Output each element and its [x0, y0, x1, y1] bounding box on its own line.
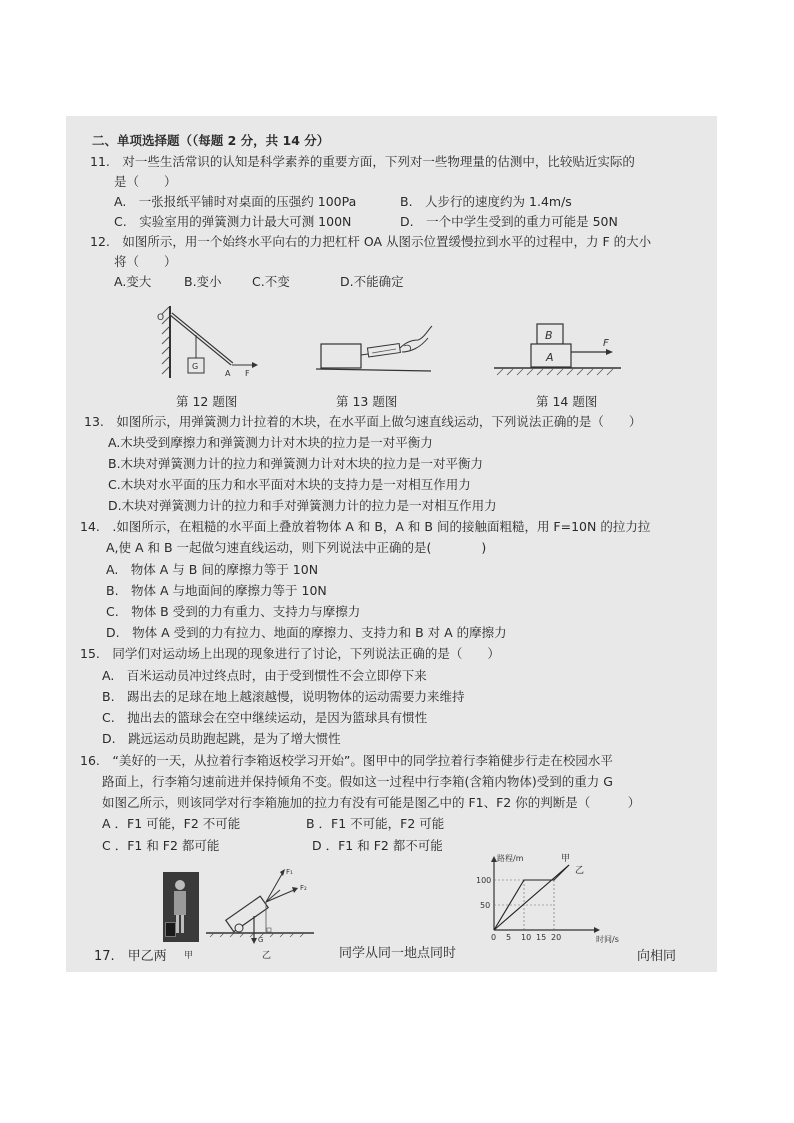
- q14-stem-line2: A,使 A 和 B 一起做匀速直线运动，则下列说法中正确的是( ): [106, 540, 487, 555]
- fig12-lever-diagram: [154, 302, 264, 384]
- x-tick-label: 20: [551, 933, 562, 942]
- q17-stem-part3: 向相同: [637, 949, 677, 964]
- chart-x-axis-arrow: [594, 927, 600, 933]
- x-tick-label: 5: [506, 933, 512, 942]
- chart-series: [494, 853, 584, 930]
- chart-x-axis-label: 时间/s: [596, 935, 619, 944]
- q13-stem: 13. 如图所示，用弹簧测力计拉着的木块，在水平面上做匀速直线运动，下列说法正确的是（ ）: [84, 414, 642, 429]
- q14-stem-line1: 14. .如图所示，在粗糙的水平面上叠放着物体 A 和 B，A 和 B 间的接触面粗糙，用 F=10N 的拉力拉: [80, 519, 651, 534]
- fig12-label-a: A: [225, 369, 231, 378]
- q13-option-a: A.木块受到摩擦力和弹簧测力计对木块的拉力是一对平衡力: [108, 435, 433, 450]
- q15-stem: 15. 同学们对运动场上出现的现象进行了讨论，下列说法正确的是（ ）: [80, 646, 500, 661]
- fig12-label-o: O: [157, 313, 165, 323]
- q11-stem-line1: 11. 对一些生活常识的认知是科学素养的重要方面，下列对一些物理量的估测中，比较贴近实际的: [90, 154, 635, 169]
- fig12-caption: 第 12 题图: [176, 394, 238, 409]
- chart-y-axis-label: 路程/m: [497, 854, 524, 863]
- q16-option-c: C ．F1 和 F2 都可能: [102, 838, 220, 853]
- fig16-label-yi: 乙: [262, 951, 272, 961]
- q12-option-a: A.变大: [114, 274, 152, 289]
- q11-option-d: D. 一个中学生受到的重力可能是 50N: [400, 214, 618, 229]
- q12-stem-line2: 将（ ）: [114, 254, 177, 269]
- fig14-label-b: B: [545, 329, 553, 342]
- q11-stem-line2: 是（ ）: [114, 174, 177, 189]
- fig13-caption: 第 13 题图: [336, 394, 398, 409]
- q15-option-d: D. 跳远运动员助跑起跳，是为了增大惯性: [102, 731, 341, 746]
- q14-option-c: C. 物体 B 受到的力有重力、支持力与摩擦力: [106, 604, 361, 619]
- x-tick-label: 0: [491, 933, 497, 942]
- fig13-spring-scale-diagram: [316, 316, 436, 378]
- q16-option-d: D ．F1 和 F2 都不可能: [312, 838, 443, 853]
- q12-option-d: D.不能确定: [340, 274, 404, 289]
- q14-option-a: A. 物体 A 与 B 间的摩擦力等于 10N: [106, 562, 319, 577]
- q16-stem-line1: 16. “美好的一天，从拉着行李箱返校学习开始”。图甲中的同学拉着行李箱健步行走在校园水平: [80, 753, 613, 768]
- q17-stem-part2: 同学从同一地点同时: [339, 946, 457, 961]
- q17-distance-time-chart: [474, 850, 634, 946]
- q12-option-b: B.变小: [184, 274, 222, 289]
- y-tick-label: 50: [480, 901, 491, 910]
- fig16-label-f2: F₂: [300, 884, 307, 892]
- fig16-label-jia: 甲: [184, 951, 194, 961]
- x-tick-label: 15: [536, 933, 547, 942]
- q12-option-c: C.不变: [252, 274, 290, 289]
- q13-option-c: C.木块对水平面的压力和水平面对木块的支持力是一对相互作用力: [108, 477, 471, 492]
- q11-option-b: B. 人步行的速度约为 1.4m/s: [400, 194, 572, 209]
- q14-option-b: B. 物体 A 与地面间的摩擦力等于 10N: [106, 583, 327, 598]
- fig16-student-photo: [163, 872, 199, 942]
- q15-option-b: B. 踢出去的足球在地上越滚越慢，说明物体的运动需要力来维持: [102, 689, 465, 704]
- x-tick-label: 10: [521, 933, 532, 942]
- exam-page: [66, 116, 717, 972]
- series-line-2: [494, 865, 569, 930]
- q17-stem-part1: 17. 甲乙两: [94, 949, 167, 964]
- series-label-1: 甲: [561, 854, 571, 864]
- chart-y-ticks: [476, 876, 554, 930]
- q13-option-d: D.木块对弹簧测力计的拉力和手对弹簧测力计的拉力是一对相互作用力: [108, 498, 497, 513]
- q11-option-a: A. 一张报纸平铺时对桌面的压强约 100Pa: [114, 194, 357, 209]
- q14-option-d: D. 物体 A 受到的力有拉力、地面的摩擦力、支持力和 B 对 A 的摩擦力: [106, 625, 507, 640]
- y-tick-label: 100: [476, 876, 492, 885]
- fig16-suitcase-force-diagram: [206, 864, 316, 944]
- series-label-2: 乙: [575, 866, 585, 876]
- fig12-label-f: F: [245, 369, 250, 378]
- q16-option-a: A ．F1 可能，F2 不可能: [102, 816, 241, 831]
- section-title: 二、单项选择题（（每题 2 分，共 14 分）: [92, 133, 330, 148]
- q15-option-c: C. 抛出去的篮球会在空中继续运动，是因为篮球具有惯性: [102, 710, 428, 725]
- q16-stem-line2: 路面上，行李箱匀速前进并保持倾角不变。假如这一过程中行李箱(含箱内物体)受到的重力 G: [102, 774, 613, 789]
- fig14-caption: 第 14 题图: [536, 394, 598, 409]
- q13-option-b: B.木块对弹簧测力计的拉力和弹簧测力计对木块的拉力是一对平衡力: [108, 456, 484, 471]
- fig14-label-f: F: [603, 338, 609, 349]
- q16-option-b: B ．F1 不可能，F2 可能: [306, 816, 445, 831]
- q11-option-c: C. 实验室用的弹簧测力计最大可测 100N: [114, 214, 352, 229]
- fig14-stacked-blocks-diagram: [491, 320, 626, 380]
- fig16-label-f1: F₁: [286, 868, 293, 876]
- chart-x-ticks: [491, 933, 561, 942]
- q12-stem-line1: 12. 如图所示，用一个始终水平向右的力把杠杆 OA 从图示位置缓慢拉到水平的过程中，力 F 的大小: [90, 234, 652, 249]
- fig14-label-a: A: [546, 351, 554, 364]
- q16-stem-line3: 如图乙所示，则该同学对行李箱施加的拉力有没有可能是图乙中的 F1、F2 你的判断是（ ）: [102, 795, 641, 810]
- fig12-label-g: G: [192, 362, 199, 371]
- fig16-label-g: G: [258, 936, 264, 944]
- q15-option-a: A. 百米运动员冲过终点时，由于受到惯性不会立即停下来: [102, 668, 427, 683]
